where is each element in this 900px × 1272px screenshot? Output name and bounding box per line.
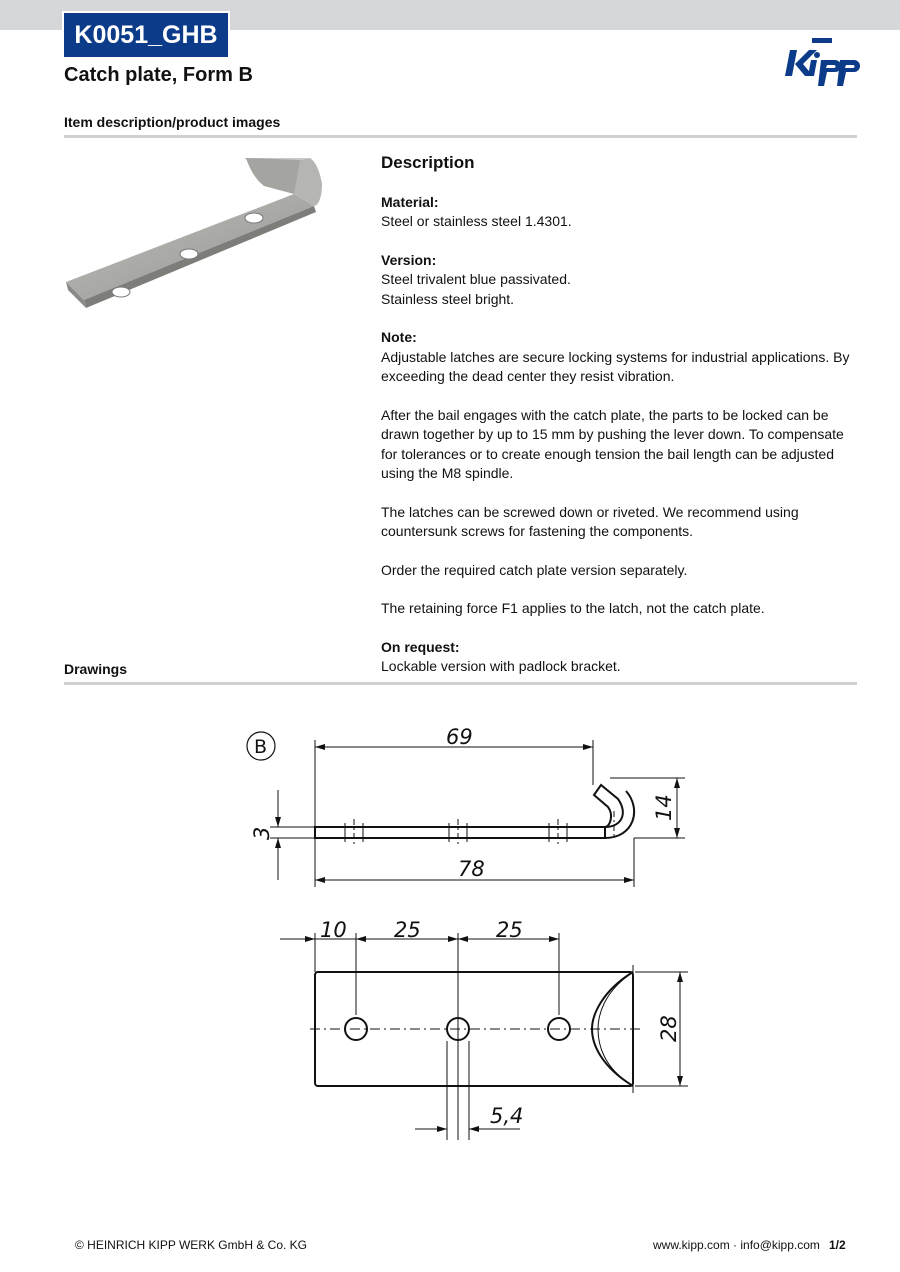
dim-28: 28 <box>657 1015 681 1042</box>
dim-25-second: 25 <box>496 918 523 942</box>
product-code-badge: K0051_GHB <box>64 13 228 57</box>
dim-3: 3 <box>250 826 274 840</box>
dim-78: 78 <box>458 857 485 881</box>
description-heading: Description <box>381 153 475 172</box>
version-label: Version: <box>381 251 437 268</box>
note-paragraph-4: Order the required catch plate version separately. <box>381 561 688 578</box>
dim-25-first: 25 <box>394 918 421 942</box>
kipp-logo <box>784 36 860 96</box>
section-divider <box>64 135 857 138</box>
technical-drawing <box>230 715 710 1155</box>
on-request-label: On request: <box>381 638 460 655</box>
page-title: Catch plate, Form B <box>64 64 253 86</box>
description-block <box>381 150 857 677</box>
material-label: Material: <box>381 193 439 210</box>
note-paragraph-1: Adjustable latches are secure locking systems for industrial applications. By exceeding the dead center they resist vibration. <box>381 348 850 384</box>
catch-plate-photo <box>64 150 324 345</box>
dim-10: 10 <box>320 918 347 942</box>
footer-page-number: 1/2 <box>829 1238 846 1252</box>
note-label: Note: <box>381 329 417 345</box>
note-paragraph-5: The retaining force F1 applies to the latch, not the catch plate. <box>381 600 765 616</box>
dim-5-4: 5,4 <box>490 1104 524 1128</box>
footer-copyright: © HEINRICH KIPP WERK GmbH & Co. KG <box>75 1238 307 1252</box>
dim-69: 69 <box>446 725 473 749</box>
section-heading-images: Item description/product images <box>64 114 281 130</box>
version-text-2: Stainless steel bright. <box>381 290 515 307</box>
dim-14: 14 <box>652 794 676 821</box>
version-text-1: Steel trivalent blue passivated. <box>381 271 571 287</box>
section-heading-drawings: Drawings <box>64 661 128 677</box>
note-paragraph-3: The latches can be screwed down or riveted. We recommend using countersunk screws for fastening the components. <box>381 503 799 539</box>
note-paragraph-2: After the bail engages with the catch plate, the parts to be locked can be drawn together by up to 15 mm by pushing the lever down. To compensate for tolerances or to create enough tension the bail length can be adjusted using the M8 spindle. <box>381 406 844 481</box>
on-request-text: Lockable version with padlock bracket. <box>381 658 621 674</box>
material-text: Steel or stainless steel 1.4301. <box>381 213 572 229</box>
section-divider <box>64 682 857 685</box>
footer-contact[interactable]: www.kipp.com · info@kipp.com <box>653 1238 820 1252</box>
form-label: B <box>254 736 268 758</box>
